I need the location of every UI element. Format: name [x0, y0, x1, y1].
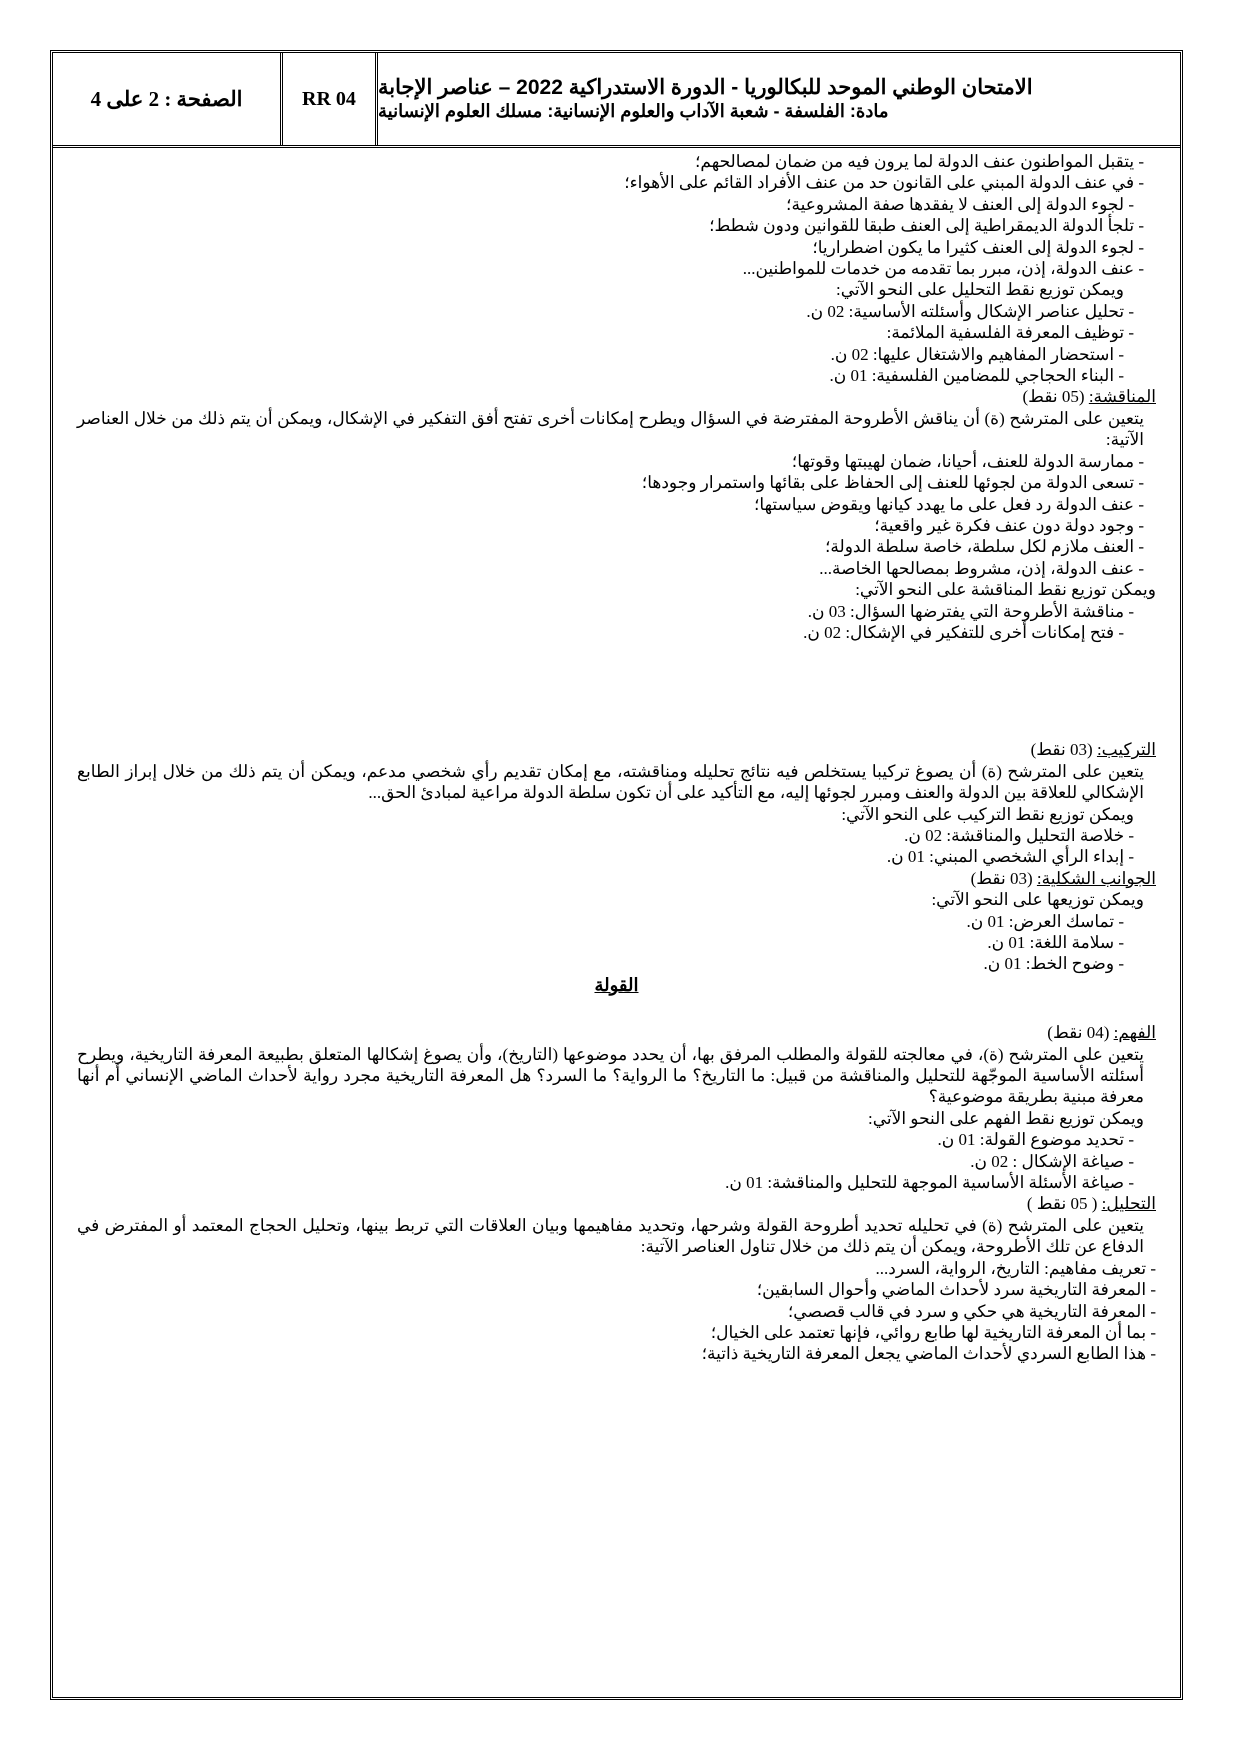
- list-item: - المعرفة التاريخية سرد لأحداث الماضي وأحوال السابقين؛: [756, 1280, 1156, 1300]
- analysis-text: يتعين على المترشح (ة) في تحليله تحديد أطروحة القولة وشرحها، وتحديد مفاهيمها وبيان العلاقات التي تربط بينها، وتحليل الحجاج المعتمد أو المفترض في الدفاع عن تلك الأطروحة، ويمكن أن يتم ذلك من خلال تناول العناصر الآتية:: [77, 1215, 1144, 1257]
- list-item: - عنف الدولة رد فعل على ما يهدد كيانها ويقوض سياستها؛: [753, 494, 1144, 514]
- distribution-intro: ويمكن توزيعها على النحو الآتي:: [931, 890, 1144, 910]
- distribution-item: - صياغة الأسئلة الأساسية الموجهة للتحليل والمناقشة: 01 ن.: [725, 1173, 1134, 1193]
- answer-content: [77, 151, 1156, 1365]
- list-item: - في عنف الدولة المبني على القانون حد من عنف الأفراد القائم على الأهواء؛: [624, 173, 1144, 193]
- list-item: - العنف ملازم لكل سلطة، خاصة سلطة الدولة؛: [825, 537, 1144, 557]
- distribution-item: - تحديد موضوع القولة: 01 ن.: [937, 1130, 1134, 1150]
- distribution-intro: ويمكن توزيع نقط التحليل على النحو الآتي:: [836, 280, 1124, 300]
- list-item: - تعريف مفاهيم: التاريخ، الرواية، السرد...: [875, 1258, 1156, 1278]
- distribution-subitem: - استحضار المفاهيم والاشتغال عليها: 02 ن.: [830, 344, 1124, 364]
- quote-section-title: القولة: [594, 974, 639, 995]
- distribution-item: - إبداء الرأي الشخصي المبني: 01 ن.: [886, 847, 1134, 867]
- list-item: - هذا الطابع السردي لأحداث الماضي يجعل المعرفة التاريخية ذاتية؛: [701, 1344, 1156, 1364]
- distribution-subitem: - البناء الحجاجي للمضامين الفلسفية: 01 ن.: [829, 366, 1124, 386]
- list-item: - بما أن المعرفة التاريخية لها طابع روائي، فإنها تعتمد على الخيال؛: [710, 1322, 1156, 1342]
- list-item: - لجوء الدولة إلى العنف كثيرا ما يكون اضطراريا؛: [812, 237, 1144, 257]
- list-item: - ممارسة الدولة للعنف، أحيانا، ضمان لهيبتها وقوتها؛: [791, 451, 1144, 471]
- list-item: - لجوء الدولة إلى العنف لا يفقدها صفة المشروعية؛: [786, 194, 1134, 214]
- distribution-item: - توظيف المعرفة الفلسفية الملائمة:: [886, 323, 1134, 343]
- list-item: - عنف الدولة، إذن، مشروط بمصالحها الخاصة...: [819, 558, 1144, 578]
- distribution-intro: ويمكن توزيع نقط المناقشة على النحو الآتي:: [855, 580, 1156, 600]
- section-heading-formal: الجوانب الشكلية: (03 نقط): [970, 868, 1156, 888]
- distribution-intro: ويمكن توزيع نقط التركيب على النحو الآتي:: [841, 804, 1134, 824]
- distribution-intro: ويمكن توزيع نقط الفهم على النحو الآتي:: [868, 1108, 1144, 1128]
- section-heading-understanding: الفهم: (04 نقط): [1047, 1023, 1156, 1043]
- page-frame: [50, 50, 1183, 1700]
- exam-title: الامتحان الوطني الموحد للبكالوريا - الدورة الاستدراكية 2022 – عناصر الإجابة: [378, 76, 1033, 99]
- list-item: - تسعى الدولة من لجوئها للعنف إلى الحفاظ على بقائها واستمرار وجودها؛: [641, 473, 1144, 493]
- distribution-item: - تحليل عناصر الإشكال وأسئلته الأساسية: 02 ن.: [806, 301, 1134, 321]
- synthesis-text: يتعين على المترشح (ة) أن يصوغ تركيبا يستخلص فيه نتائج تحليله ومناقشته، مع إمكان تقديم رأي شخصي مدعم، ويمكن أن يتم ذلك من خلال إبراز الطابع الإشكالي للعلاقة بين الدولة والعنف ومبرر لجوئها إليه، مع التأكيد على أن تكون سلطة الدولة مراعية لمبادئ الحق...: [77, 761, 1144, 803]
- list-item: - عنف الدولة، إذن، مبرر بما تقدمه من خدمات للمواطنين...: [742, 259, 1144, 279]
- subject-line: مادة: الفلسفة - شعبة الآداب والعلوم الإنسانية: مسلك العلوم الإنسانية: [378, 101, 889, 121]
- distribution-item: - وضوح الخط: 01 ن.: [983, 954, 1124, 974]
- distribution-item: - صياغة الإشكال : 02 ن.: [970, 1151, 1134, 1171]
- header: [53, 53, 1180, 148]
- section-heading-synthesis: التركيب: (03 نقط): [1030, 740, 1156, 760]
- page-number: الصفحة : 2 على 4: [53, 53, 283, 145]
- distribution-item: - خلاصة التحليل والمناقشة: 02 ن.: [904, 825, 1134, 845]
- list-item: - المعرفة التاريخية هي حكي و سرد في قالب قصصي؛: [787, 1301, 1156, 1321]
- list-item: - يتقبل المواطنون عنف الدولة لما يرون فيه من ضمان لمصالحهم؛: [695, 152, 1144, 171]
- distribution-item: - تماسك العرض: 01 ن.: [966, 911, 1124, 931]
- section-heading-analysis: التحليل: ( 05 نقط ): [1026, 1194, 1156, 1214]
- section-heading-discussion: المناقشة: (05 نقط): [1022, 387, 1156, 407]
- distribution-item: - فتح إمكانات أخرى للتفكير في الإشكال: 02 ن.: [803, 622, 1124, 642]
- list-item: - وجود دولة دون عنف فكرة غير واقعية؛: [874, 515, 1144, 535]
- exam-code: RR 04: [283, 53, 378, 145]
- distribution-item: - سلامة اللغة: 01 ن.: [987, 933, 1124, 952]
- understanding-text: يتعين على المترشح (ة)، في معالجته للقولة والمطلب المرفق بها، أن يحدد موضوعها (التاريخ)، وأن يصوغ إشكالها المتعلق بطبيعة المعرفة التاريخية، ويطرح أسئلته الأساسية الموجّهة للتحليل والمناقشة من قبيل: ما التاريخ؟ ما الرواية؟ ما السرد؟ هل المعرفة التاريخية مجرد رواية لأحداث الماضي الإنساني أم أنها معرفة مبنية بطريقة موضوعية؟: [77, 1044, 1144, 1107]
- discussion-text: يتعين على المترشح (ة) أن يناقش الأطروحة المفترضة في السؤال ويطرح إمكانات أخرى تفتح أفق التفكير في الإشكال، ويمكن أن يتم ذلك من خلال العناصر الآتية:: [77, 408, 1144, 450]
- distribution-item: - مناقشة الأطروحة التي يفترضها السؤال: 03 ن.: [807, 601, 1134, 621]
- list-item: - تلجأ الدولة الديمقراطية إلى العنف طبقا للقوانين ودون شطط؛: [709, 216, 1144, 236]
- header-title: [378, 53, 1180, 145]
